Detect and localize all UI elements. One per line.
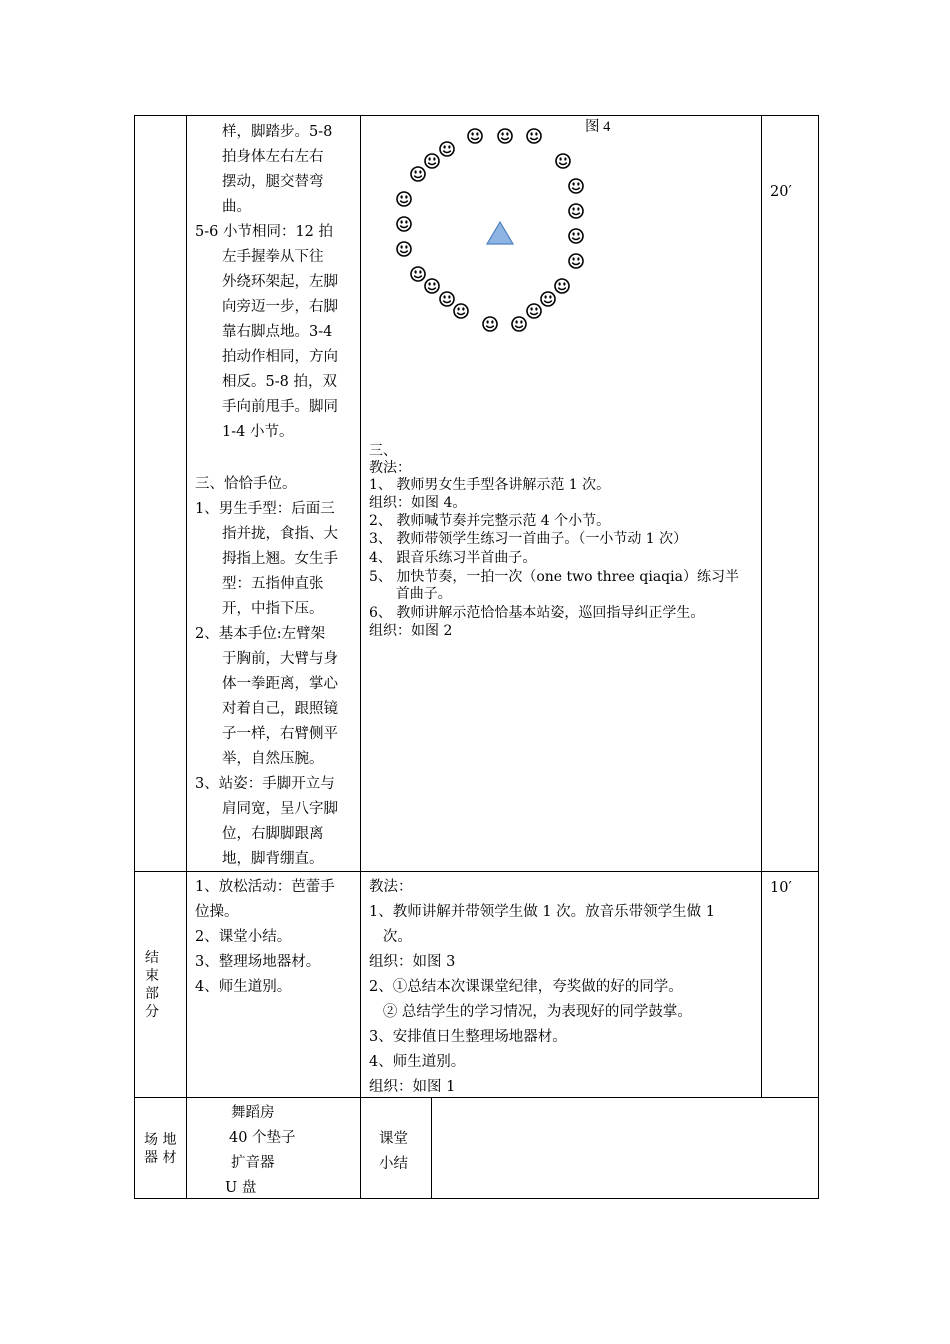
section-char: 分 [145, 1004, 159, 1020]
content-line: 1-4 小节。 [222, 424, 294, 440]
content-line: 曲。 [222, 199, 251, 215]
method-line: 教法： [369, 460, 411, 476]
content-line: 手向前甩手。脚同 [222, 399, 338, 415]
method-line: 次。 [369, 929, 412, 945]
student-smiley-icon [396, 191, 412, 207]
content-line: 外绕环架起，左脚 [222, 274, 338, 290]
student-smiley-icon [467, 128, 483, 144]
method-line: 三、 [369, 443, 397, 459]
student-smiley-icon [526, 128, 542, 144]
row2-section-cell [134, 871, 187, 1098]
method-line: 5、 加快节奏，一拍一次（one two three qiaqia）练习半 [369, 569, 739, 585]
content-line: 3、站姿：手脚开立与 [195, 776, 335, 792]
student-smiley-icon [424, 153, 440, 169]
row1-section-cell [134, 115, 187, 872]
row3-summary-content-cell [431, 1097, 819, 1199]
student-smiley-icon [396, 216, 412, 232]
content-line: 体一拳距离，掌心 [222, 676, 338, 692]
content-line: 2、基本手位:左臂架 [195, 626, 326, 642]
method-line: 组织：如图 3 [369, 954, 456, 970]
content-line: 拍身体左右左右 [222, 149, 324, 165]
content-line: 相反。5-8 拍，双 [222, 374, 337, 390]
content-line: 1、放松活动：芭蕾手 [195, 879, 335, 895]
content-line: 子一样，右臂侧平 [222, 726, 338, 742]
student-smiley-icon [497, 128, 513, 144]
content-line: 位操。 [195, 904, 239, 920]
row1-time-cell [761, 115, 819, 872]
row2-time-cell [761, 871, 819, 1098]
figure-label: 图 4 [585, 119, 611, 135]
row1-time: 20′ [770, 184, 792, 200]
method-line: 3、安排值日生整理场地器材。 [369, 1029, 567, 1045]
method-line: 2、 教师喊节奏并完整示范 4 个小节。 [369, 513, 611, 529]
method-line: 组织：如图 4。 [369, 495, 467, 511]
method-line: 1、教师讲解并带领学生做 1 次。放音乐带领学生做 1 [369, 904, 716, 920]
content-line: 肩同宽，呈八字脚 [222, 801, 338, 817]
content-line: 型：五指伸直张 [222, 576, 324, 592]
method-line: 4、师生道别。 [369, 1054, 466, 1070]
content-line: 摆动，腿交替弯 [222, 174, 324, 190]
content-line: 位，右脚脚跟离 [222, 826, 324, 842]
content-line: 5-6 小节相同：12 拍 [195, 224, 334, 240]
content-line: 于胸前，大臂与身 [222, 651, 338, 667]
student-smiley-icon [568, 178, 584, 194]
method-line: 1、 教师男女生手型各讲解示范 1 次。 [369, 477, 611, 493]
content-line: 2、课堂小结。 [195, 929, 292, 945]
venue-label-line: 场 地 [144, 1132, 177, 1148]
content-line: 地，脚背绷直。 [222, 851, 324, 867]
row2-time: 10′ [770, 880, 792, 896]
method-line: 首曲子。 [369, 586, 452, 602]
section-char: 部 [145, 986, 159, 1002]
student-smiley-icon [555, 153, 571, 169]
equipment-item: 40 个垫子 [229, 1130, 296, 1146]
method-line: 6、 教师讲解示范恰恰基本站姿，巡回指导纠正学生。 [369, 605, 705, 621]
content-line: 举，自然压腕。 [222, 751, 324, 767]
content-line: 样，脚踏步。5-8 [222, 124, 333, 140]
content-line: 左手握拳从下往 [222, 249, 324, 265]
content-line: 靠右脚点地。3-4 [222, 324, 333, 340]
student-smiley-icon [554, 278, 570, 294]
content-line: 拇指上翘。女生手 [222, 551, 338, 567]
summary-label-line: 课堂 [379, 1131, 408, 1147]
equipment-item: U 盘 [225, 1180, 257, 1196]
venue-label-line: 器 材 [144, 1150, 177, 1166]
student-smiley-icon [439, 141, 455, 157]
content-line: 指并拢，食指、大 [222, 526, 338, 542]
equipment-item: 扩音器 [231, 1155, 275, 1171]
method-line: 3、 教师带领学生练习一首曲子。（一小节动 1 次） [369, 531, 688, 547]
student-smiley-icon [482, 316, 498, 332]
method-line: 教法： [369, 879, 413, 895]
equipment-item: 舞蹈房 [231, 1105, 275, 1121]
student-smiley-icon [511, 316, 527, 332]
student-smiley-icon [568, 228, 584, 244]
content-line: 3、整理场地器材。 [195, 954, 321, 970]
method-line: 2、①总结本次课课堂纪律，夸奖做的好的同学。 [369, 979, 683, 995]
student-smiley-icon [453, 303, 469, 319]
student-smiley-icon [410, 166, 426, 182]
method-line: 组织：如图 2 [369, 623, 453, 639]
teacher-triangle-icon [486, 221, 514, 245]
student-smiley-icon [424, 278, 440, 294]
content-line: 开，中指下压。 [222, 601, 324, 617]
method-line: 4、 跟音乐练习半首曲子。 [369, 550, 537, 566]
method-line: ② 总结学生的学习情况，为表现好的同学鼓掌。 [369, 1004, 692, 1020]
student-smiley-icon [568, 253, 584, 269]
section-char: 结 [145, 950, 159, 966]
student-smiley-icon [568, 203, 584, 219]
method-line: 组织：如图 1 [369, 1079, 456, 1095]
content-line: 4、师生道别。 [195, 979, 292, 995]
section-char: 束 [145, 968, 159, 984]
summary-label-line: 小结 [379, 1156, 408, 1172]
content-line: 拍动作相同，方向 [222, 349, 338, 365]
content-line: 三、恰恰手位。 [195, 476, 297, 492]
content-line: 1、男生手型：后面三 [195, 501, 335, 517]
content-line: 对着自己，跟照镜 [222, 701, 338, 717]
content-line: 向旁迈一步，右脚 [222, 299, 338, 315]
student-smiley-icon [396, 241, 412, 257]
